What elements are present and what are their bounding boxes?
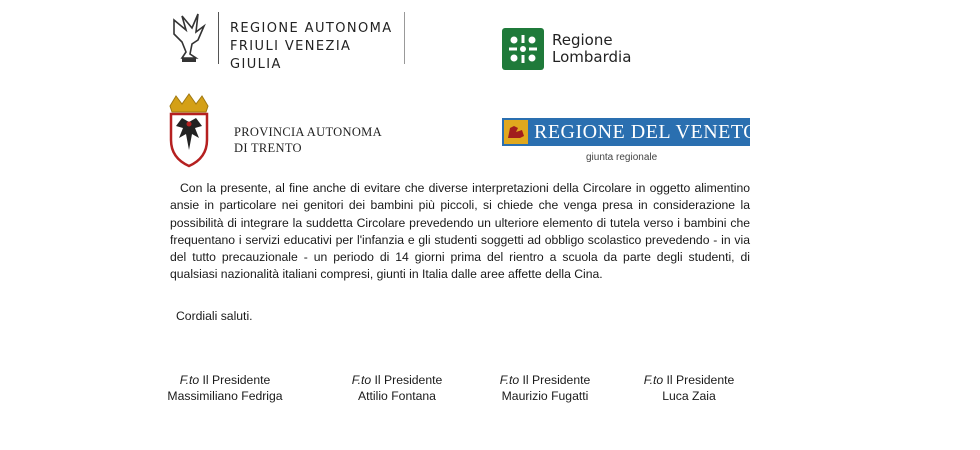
trento-name: PROVINCIA AUTONOMA DI TRENTO [234, 125, 382, 155]
signature-role: Il Presidente [663, 373, 735, 387]
veneto-subtitle: giunta regionale [586, 152, 658, 163]
signature-prefix: F.to [499, 373, 520, 387]
veneto-title: REGIONE DEL VENETO [534, 121, 759, 143]
signature-name: Attilio Fontana [358, 389, 436, 403]
signature-role: Il Presidente [371, 373, 443, 387]
crowned-shield-icon [166, 92, 212, 168]
signature-block [614, 372, 764, 404]
logo-lombardia [502, 28, 682, 72]
signature-block [322, 372, 472, 404]
logo-veneto [502, 118, 759, 168]
signature-block [470, 372, 620, 404]
signature-name: Massimiliano Fedriga [167, 389, 283, 403]
fvg-name: REGIONE AUTONOMA FRIULI VENEZIA GIULIA [230, 21, 393, 72]
lombardia-name: Regione Lombardia [552, 31, 632, 66]
signature-name: Maurizio Fugatti [501, 389, 589, 403]
lombardia-rose-icon [502, 28, 544, 70]
lion-of-saint-mark-icon [504, 120, 528, 144]
letter-closing: Cordiali saluti. [176, 309, 253, 323]
signature-name: Luca Zaia [662, 389, 716, 403]
signature-prefix: F.to [351, 373, 372, 387]
letter-paragraph: Con la presente, al fine anche di evitare che diverse interpretazioni della Circolare in oggetto alimentino ansie in particolare nei genitori dei bambini più piccoli, si chiede che venga presa in considerazione la possibilità di integrare la suddetta Circolare prevedendo un ulteriore elemento di tutela verso i bambini che frequentano i servizi educativi per l'infanzia e gli studenti soggetti ad obbligo scolastico prevedendo - in via del tutto precauzionale - un periodo di 14 giorni prima del rientro a scuola da parte degli studenti, di qualsiasi nazionalità italiani compresi, giunti in Italia dalle aree affette della Cina. [170, 181, 750, 282]
signature-role: Il Presidente [199, 373, 271, 387]
logo-trento [166, 92, 426, 168]
eagle-icon [168, 12, 210, 64]
signature-block [150, 372, 300, 404]
logo-divider-right [404, 12, 405, 64]
signature-role: Il Presidente [519, 373, 591, 387]
logo-divider [218, 12, 219, 64]
letter-body [170, 180, 750, 284]
signature-prefix: F.to [643, 373, 664, 387]
logo-friuli-venezia-giulia [168, 10, 408, 72]
signature-prefix: F.to [179, 373, 200, 387]
